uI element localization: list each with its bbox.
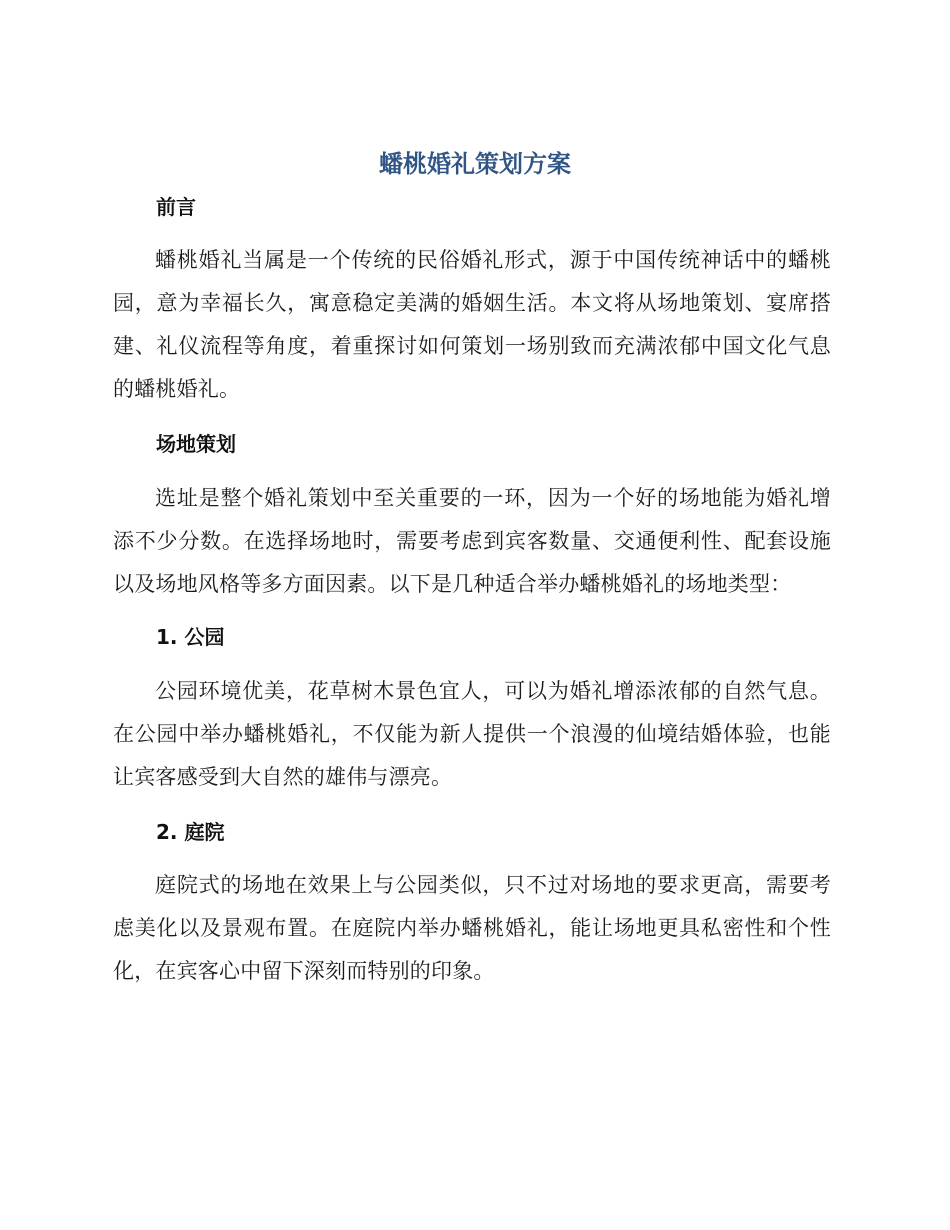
section-paragraph-venue-planning: 选址是整个婚礼策划中至关重要的一环，因为一个好的场地能为婚礼增添不少分数。在选择场地时，需要考虑到宾客数量、交通便利性、配套设施以及场地风格等多方面因素。以下是几种适合举办蟠桃婚礼的场地类型： [113,486,831,596]
section-heading-courtyard: 2. 庭院 [156,820,225,844]
section-paragraph-park: 公园环境优美，花草树木景色宜人，可以为婚礼增添浓郁的自然气息。在公园中举办蟠桃婚礼，不仅能为新人提供一个浪漫的仙境结婚体验，也能让宾客感受到大自然的雄伟与漂亮。 [113,679,831,789]
section-heading-preface: 前言 [156,195,196,219]
section-heading-venue-planning: 场地策划 [156,432,236,456]
section-paragraph-preface: 蟠桃婚礼当属是一个传统的民俗婚礼形式，源于中国传统神话中的蟠桃园，意为幸福长久，寓意稳定美满的婚姻生活。本文将从场地策划、宴席搭建、礼仪流程等角度，着重探讨如何策划一场别致而充满浓郁中国文化气息的蟠桃婚礼。 [113,248,831,401]
section-paragraph-courtyard: 庭院式的场地在效果上与公园类似，只不过对场地的要求更高，需要考虑美化以及景观布置。在庭院内举办蟠桃婚礼，能让场地更具私密性和个性化，在宾客心中留下深刻而特别的印象。 [113,873,831,983]
section-heading-park: 1. 公园 [156,625,225,649]
document-title: 蟠桃婚礼策划方案 [379,150,571,178]
